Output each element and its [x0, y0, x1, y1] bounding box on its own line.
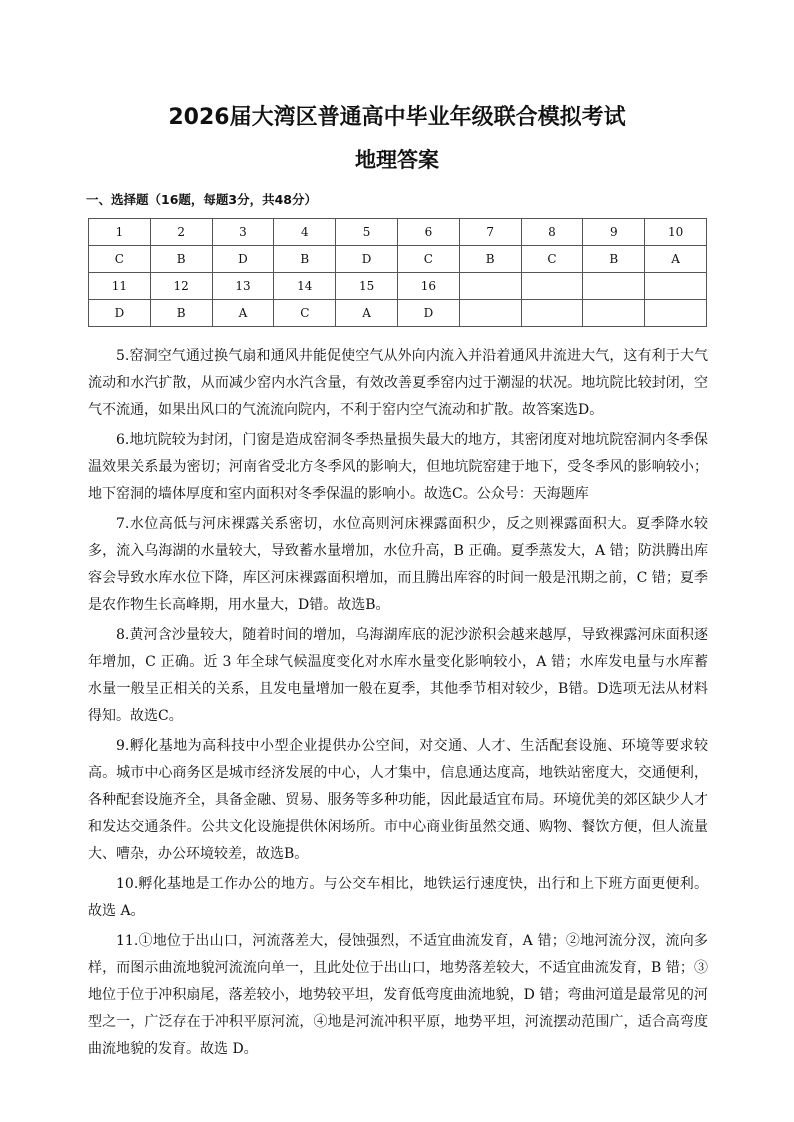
question-number-row: [89, 273, 707, 300]
answer-cell: C: [397, 246, 459, 273]
explanation-paragraph: 11.①地位于出山口，河流落差大，侵蚀强烈，不适宜曲流发育，A 错；②地河流分汊，流向多样，而图示曲流地貌河流流向单一，且此处位于出山口，地势落差较大，不适宜曲流发育，B 错；③地位于位于冲积扇尾，落差较小，地势较平坦，发育低弯度曲流地貌，D 错；弯曲河道是最常见的河型之一，广泛存在于冲积平原河流，④地是河流冲积平原，地势平坦，河流摆动范围广，适合高弯度曲流地貌的发育。故选 D。: [88, 933, 708, 1057]
question-number-cell: 13: [212, 273, 274, 300]
answer-cell: B: [274, 246, 336, 273]
document-title: 2026届大湾区普通高中毕业年级联合模拟考试: [168, 105, 626, 130]
question-number-cell: 2: [150, 219, 212, 246]
answer-cell: D: [397, 300, 459, 327]
question-number-cell: 7: [459, 219, 521, 246]
answer-cell: D: [212, 246, 274, 273]
section-heading: 一、选择题（16题，每题3分，共48分）: [86, 192, 317, 207]
answer-cell: B: [583, 246, 645, 273]
answer-cell: [583, 300, 645, 327]
question-number-cell: 6: [397, 219, 459, 246]
answer-row: [89, 246, 707, 273]
answer-cell: [645, 300, 707, 327]
answer-cell: A: [212, 300, 274, 327]
question-number-cell: 9: [583, 219, 645, 246]
explanation-paragraph: 8.黄河含沙量较大，随着时间的增加，乌海湖库底的泥沙淤积会越来越厚，导致裸露河床面积逐年增加，C 正确。近 3 年全球气候温度变化对水库水量变化影响较小，A 错；水库发电量与水库蓄水量一般呈正相关的关系，且发电量增加一般在夏季，其他季节相对较少，B错。D选项无法从材料得知。故选C。: [88, 627, 708, 724]
answer-cell: D: [336, 246, 398, 273]
answer-cell: C: [521, 246, 583, 273]
question-number-cell: 11: [89, 273, 151, 300]
question-number-cell: [521, 273, 583, 300]
answer-cell: D: [89, 300, 151, 327]
answer-cell: C: [89, 246, 151, 273]
explanation-paragraph: 10.孵化基地是工作办公的地方。与公交车相比，地铁运行速度快，出行和上下班方面更便利。故选 A。: [88, 876, 708, 919]
answer-cell: B: [150, 246, 212, 273]
explanation-paragraph: 5.窑洞空气通过换气扇和通风井能促使空气从外向内流入并沿着通风井流进大气，这有利于大气流动和水汽扩散，从而减少窑内水汽含量，有效改善夏季窑内过于潮湿的状况。地坑院比较封闭，空气不流通，如果出风口的气流流向院内，不利于窑内空气流动和扩散。故答案选D。: [88, 348, 708, 418]
question-number-row: [89, 219, 707, 246]
document-subtitle: 地理答案: [355, 148, 439, 172]
explanation-paragraph: 9.孵化基地为高科技中小型企业提供办公空间，对交通、人才、生活配套设施、环境等要求较高。城市中心商务区是城市经济发展的中心，人才集中，信息通达度高，地铁站密度大，交通便利，各种配套设施齐全，具备金融、贸易、服务等多种功能，因此最适宜布局。环境优美的郊区缺少人才和发达交通条件。公共文化设施提供休闲场所。市中心商业街虽然交通、购物、餐饮方便，但人流量大、嘈杂，办公环境较差，故选B。: [88, 738, 708, 862]
question-number-cell: 3: [212, 219, 274, 246]
question-number-cell: 1: [89, 219, 151, 246]
question-number-cell: 12: [150, 273, 212, 300]
question-number-cell: 4: [274, 219, 336, 246]
answer-cell: A: [336, 300, 398, 327]
answer-cell: [459, 300, 521, 327]
answer-cell: [521, 300, 583, 327]
explanation-paragraph: 6.地坑院较为封闭，门窗是造成窑洞冬季热量损失最大的地方，其密闭度对地坑院窑洞内冬季保温效果关系最为密切；河南省受北方冬季风的影响大，但地坑院窑建于地下，受冬季风的影响较小；地下窑洞的墙体厚度和室内面积对冬季保温的影响小。故选C。公众号：天海题库: [88, 432, 708, 502]
question-number-cell: 16: [397, 273, 459, 300]
answer-cell: B: [150, 300, 212, 327]
question-number-cell: 14: [274, 273, 336, 300]
answer-row: [89, 300, 707, 327]
answer-cell: C: [274, 300, 336, 327]
question-number-cell: 8: [521, 219, 583, 246]
answer-table: [88, 218, 707, 327]
question-number-cell: 15: [336, 273, 398, 300]
question-number-cell: [645, 273, 707, 300]
question-number-cell: [459, 273, 521, 300]
question-number-cell: 10: [645, 219, 707, 246]
answer-cell: B: [459, 246, 521, 273]
explanation-paragraph: 7.水位高低与河床裸露关系密切，水位高则河床裸露面积少，反之则裸露面积大。夏季降水较多，流入乌海湖的水量较大，导致蓄水量增加，水位升高，B 正确。夏季蒸发大，A 错；防洪腾出库容会导致水库水位下降，库区河床裸露面积增加，而且腾出库容的时间一般是汛期之前，C 错；夏季是农作物生长高峰期，用水量大，D错。故选B。: [88, 516, 708, 613]
explanations: [88, 343, 708, 1066]
question-number-cell: 5: [336, 219, 398, 246]
answer-cell: A: [645, 246, 707, 273]
question-number-cell: [583, 273, 645, 300]
